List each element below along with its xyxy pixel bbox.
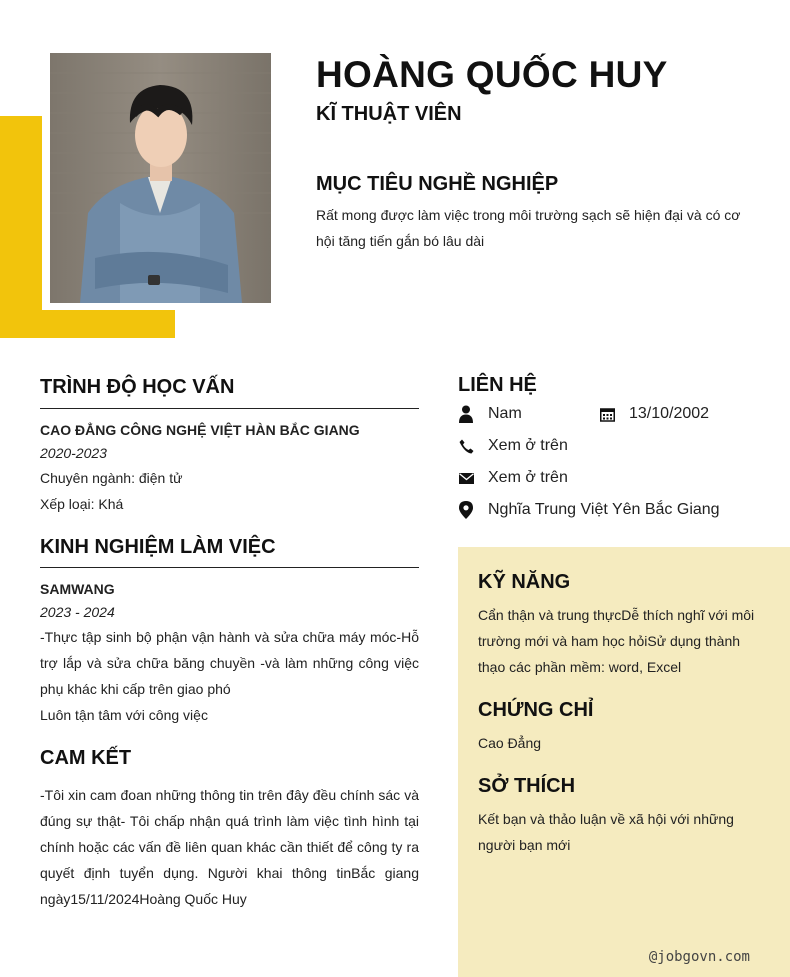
skills-text: Cẩn thận và trung thựcDễ thích nghĩ với môi trường mới và ham học hỏiSử dụng thành thạo các phần mềm: word, Excel [478,607,755,675]
email-icon [458,469,474,487]
experience-company: SAMWANG [40,581,115,597]
calendar-icon [599,405,615,423]
contact-gender [458,405,522,423]
hobbies-text: Kết bạn và thảo luận về xã hội với những người bạn mới [478,811,734,853]
education-divider [40,408,419,409]
contact-phone [458,437,568,455]
education-grade: Xếp loại: Khá [40,496,124,512]
address-value: Nghĩa Trung Việt Yên Bắc Giang [488,501,720,518]
side-panel [458,547,790,977]
gender-value: Nam [488,405,522,422]
commitment-heading: CAM KẾT [40,747,132,769]
contact-heading: LIÊN HỆ [458,374,537,396]
candidate-name: HOÀNG QUỐC HUY [316,54,668,95]
experience-heading: KINH NGHIỆM LÀM VIỆC [40,536,276,558]
experience-divider [40,567,419,568]
location-pin-icon [458,501,474,519]
email-value: Xem ở trên [488,469,568,486]
phone-value: Xem ở trên [488,437,568,454]
experience-period: 2023 - 2024 [40,604,115,620]
objective-text: Rất mong được làm việc trong môi trường sạch sẽ hiện đại và có cơ hội tăng tiến gắn bó lâu dài [316,207,741,249]
objective-heading: MỤC TIÊU NGHỀ NGHIỆP [316,173,559,195]
accent-bar-vertical [0,116,42,338]
experience-note: Luôn tận tâm với công việc [40,707,208,723]
accent-bar-horizontal [0,310,175,338]
contact-address [458,501,720,519]
hobbies-heading: SỞ THÍCH [478,775,576,797]
commitment-text: -Tôi xin cam đoan những thông tin trên đây đều chính sác và đúng sự thật- Tôi chấp nhận quá trình làm việc tình hình tại chính hoặc các vấn đề liên quan khác cần thiết để công ty ra quyết định tuyển dụng. Người khai thông tinBắc giang ngày15/11/2024Hoàng Quốc Huy [40,787,419,907]
person-icon [458,405,474,423]
birthdate-value: 13/10/2002 [629,405,710,422]
education-school: CAO ĐẲNG CÔNG NGHỆ VIỆT HÀN BẮC GIANG [40,422,360,438]
watermark-text: @jobgovn.com [648,949,750,965]
certificates-text: Cao Đẳng [478,735,542,751]
job-title: KĨ THUẬT VIÊN [316,103,462,125]
contact-email [458,469,568,487]
profile-photo [50,53,271,303]
skills-heading: KỸ NĂNG [478,571,571,593]
certificates-heading: CHỨNG CHỈ [478,699,594,721]
contact-birthdate [599,405,709,423]
education-period: 2020-2023 [40,445,107,461]
education-heading: TRÌNH ĐỘ HỌC VẤN [40,376,235,398]
education-major: Chuyên ngành: điện tử [40,470,183,486]
phone-icon [458,437,474,455]
experience-description: -Thực tập sinh bộ phận vận hành và sửa chữa máy móc-Hỗ trợ lắp và sửa chữa băng chuyền -và làm những công việc phụ khác khi cấp trên giao phó [40,629,419,697]
